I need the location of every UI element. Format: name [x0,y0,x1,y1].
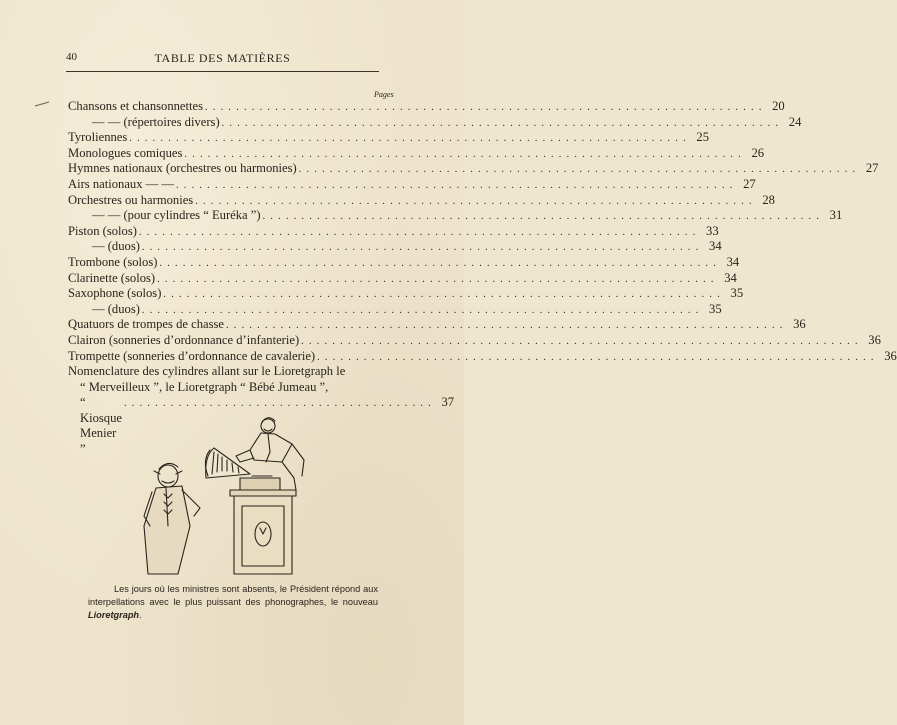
leader-dots [139,225,697,241]
pages-column-label: Pages [374,90,394,99]
leader-dots [157,272,715,288]
leader-dots [142,303,700,319]
leader-dots [317,350,875,366]
toc-page-number: 35 [730,286,744,301]
toc-entry [68,176,756,193]
toc-entry [68,99,785,115]
toc-page-number: 28 [762,192,775,207]
toc-page-number: 35 [709,301,722,316]
toc-page-number: 20 [772,99,785,113]
leader-dots: . . . . . . . . . . . . . . . . . . . . . . . . . . . . . . . . . . . . . . . . [123,398,433,410]
toc-entry [68,254,740,271]
toc-label-line: Nomenclature des cylindres allant sur le Lioretgraph le [68,364,346,379]
page-header [66,51,379,65]
toc-label: Clairon (sonneries d’ordonnance d’infanterie) [68,332,300,347]
leader-dots [163,287,721,303]
running-title: TABLE DES MATIÈRES [154,51,291,65]
toc-entry [68,161,879,177]
toc-page-number: 36 [868,332,881,347]
toc-entry [68,114,802,131]
toc-page-number: 25 [696,130,709,145]
toc-page-number: 26 [751,145,765,160]
leader-dots [263,209,821,225]
toc-label: — — (pour cylindres “ Euréka ”) [92,208,261,223]
toc-page-number: 36 [884,348,897,363]
toc-entry [68,317,806,333]
toc-label: Hymnes nationaux (orchestres ou harmonies) [68,161,297,176]
toc-label: Saxophone (solos) [68,286,162,301]
toc-page-number: 31 [829,208,843,223]
toc-label: Trombone (solos) [68,254,158,269]
toc-page-number: 27 [743,176,756,191]
toc-entry [68,208,843,224]
toc-label: — (duos) [92,301,140,316]
toc-label: Chansons et chansonnettes [68,99,204,113]
toc-page-number: 34 [709,239,722,254]
toc-entry [68,145,765,162]
toc-entry [68,286,744,302]
table-of-contents [68,99,897,458]
toc-label: Orchestres ou harmonies [68,192,194,207]
toc-page-number: 34 [724,270,737,285]
toc-label: — (duos) [92,239,140,254]
leader-dots [176,178,734,194]
caption-text: Les jours où les ministres sont absents, le Président répond aux interpellations avec le plus puissant des phonographes, le nouveau [88,584,378,608]
leader-dots [205,100,763,116]
toc-label: Quatuors de trompes de chasse [68,317,224,332]
toc-entry [68,270,737,287]
toc-entry [68,332,881,349]
illustration-phonograph-cartoon [142,416,338,576]
leader-dots [159,256,717,272]
toc-label: Clarinette (solos) [68,270,156,285]
toc-entry [68,223,719,240]
toc-label: Airs nationaux — — [68,176,174,191]
leader-dots [301,334,859,350]
toc-entry [68,130,709,146]
toc-label: Monologues comiques [68,145,183,160]
toc-page-number: 34 [726,254,740,269]
toc-label: — — (répertoires divers) [92,114,220,129]
page-number: 40 [66,51,77,63]
toc-entry [68,301,722,318]
toc-entry [68,192,775,209]
leader-dots [226,318,784,334]
toc-label-line: “ Merveilleux ”, le Lioretgraph “ Bébé Jumeau ”, [80,379,329,394]
leader-dots [222,116,780,132]
leader-dots [142,240,700,256]
toc-label-line: “ Kiosque Menier ” [80,395,122,457]
toc-entry [68,348,897,365]
leader-dots [129,131,687,147]
caption-end: . [139,610,142,621]
toc-page-number: 27 [865,161,879,176]
leader-dots [299,162,857,178]
leader-dots [195,194,753,210]
leader-dots [184,147,742,163]
pencil-mark-icon [34,101,50,107]
toc-entry [68,239,722,255]
toc-page-number: 33 [706,223,719,238]
toc-page-number: 36 [793,317,806,332]
header-rule [66,71,379,72]
caption-emphasis: Lioretgraph [88,610,140,621]
toc-page-number: 24 [788,114,802,129]
toc-label: Piston (solos) [68,223,137,238]
toc-label: Tyroliennes [68,130,128,145]
toc-page-number: 37 [441,395,455,410]
illustration-caption [88,583,378,623]
toc-label: Trompette (sonneries d’ordonnance de cavalerie) [68,348,316,363]
